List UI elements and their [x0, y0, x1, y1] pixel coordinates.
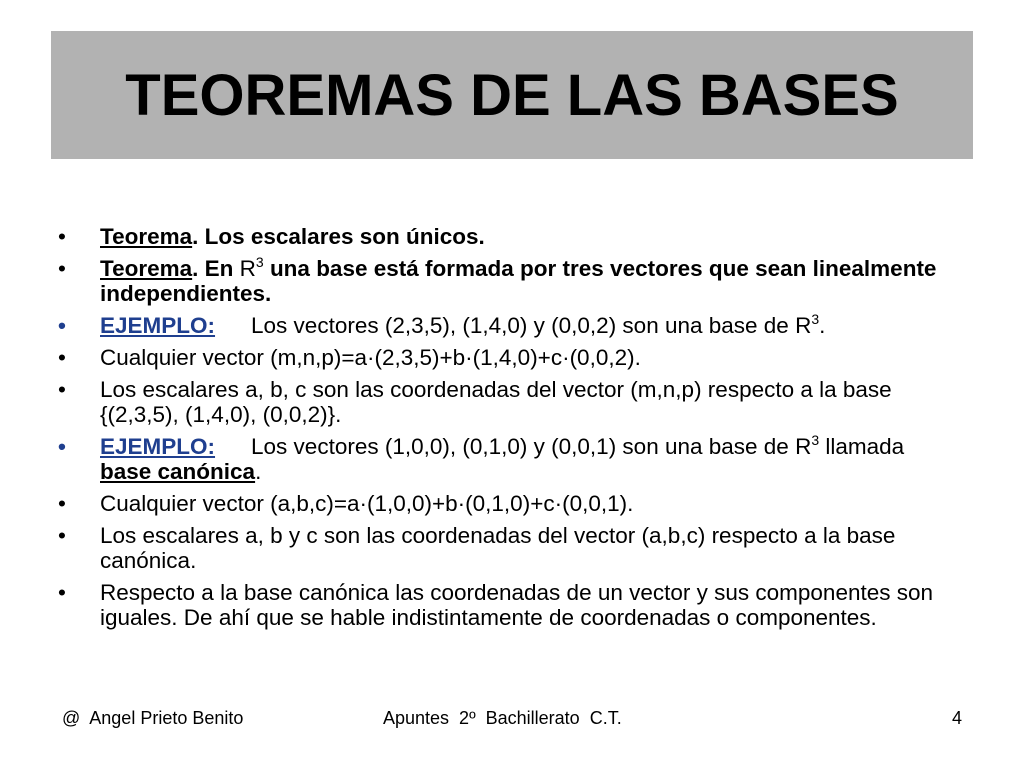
exponent: 3: [811, 311, 820, 327]
bullet-dot: •: [58, 313, 66, 338]
theorem-label: Teorema: [100, 256, 193, 281]
bullet-dot: •: [58, 580, 66, 605]
bullet-text: llamada: [819, 434, 905, 459]
theorem-label: Teorema: [100, 224, 193, 249]
bullet-item-1: [58, 224, 958, 249]
bullet-dot: •: [58, 377, 66, 402]
example-label: EJEMPLO:: [100, 434, 216, 459]
slide-title: TEOREMAS DE LAS BASES: [125, 62, 899, 128]
bullet-text: Cualquier vector (a,b,c)=a·(1,0,0)+b·(0,1,0)+c·(0,0,1).: [100, 491, 634, 516]
space-symbol: R: [239, 256, 256, 281]
bullet-list: [58, 224, 958, 637]
bullet-text: Respecto a la base canónica las coordenadas de un vector y sus componentes son iguales. De ahí que se hable indistintamente de coordenadas o componentes.: [100, 580, 934, 630]
emphasis-term: base canónica: [100, 459, 256, 484]
bullet-dot: •: [58, 434, 66, 459]
bullet-text: . Los escalares son únicos.: [192, 224, 485, 249]
bullet-dot: •: [58, 523, 66, 548]
example-label: EJEMPLO:: [100, 313, 216, 338]
bullet-text: . En: [192, 256, 240, 281]
exponent: 3: [255, 254, 264, 270]
bullet-item-2: [58, 256, 958, 306]
bullet-text: .: [255, 459, 262, 484]
bullet-item-4: [58, 345, 958, 370]
bullet-text: Cualquier vector (m,n,p)=a·(2,3,5)+b·(1,4,0)+c·(0,0,2).: [100, 345, 641, 370]
bullet-item-5: [58, 377, 958, 427]
bullet-text: Los escalares a, b, c son las coordenadas del vector (m,n,p) respecto a la base {(2,3,5), (1,4,0), (0,0,2)}.: [100, 377, 892, 427]
bullet-item-6: [58, 434, 958, 484]
bullet-item-9: [58, 580, 958, 630]
bullet-item-7: [58, 491, 958, 516]
title-banner: [51, 31, 973, 159]
bullet-dot: •: [58, 256, 66, 281]
bullet-dot: •: [58, 491, 66, 516]
bullet-item-8: [58, 523, 958, 573]
bullet-dot: •: [58, 345, 66, 370]
bullet-text: Los escalares a, b y c son las coordenadas del vector (a,b,c) respecto a la base canónica.: [100, 523, 896, 573]
bullet-text: Los vectores (2,3,5), (1,4,0) y (0,0,2) son una base de R: [251, 313, 812, 338]
exponent: 3: [811, 432, 820, 448]
footer-author: @ Angel Prieto Benito: [62, 708, 244, 728]
footer-course: Apuntes 2º Bachillerato C.T.: [383, 708, 622, 728]
bullet-dot: •: [58, 224, 66, 249]
bullet-text: Los vectores (1,0,0), (0,1,0) y (0,0,1) son una base de R: [251, 434, 812, 459]
bullet-item-3: [58, 313, 958, 338]
page-number: 4: [952, 708, 963, 728]
bullet-text: una base está formada por tres vectores que sean linealmente independientes.: [100, 256, 937, 306]
bullet-text: .: [819, 313, 826, 338]
